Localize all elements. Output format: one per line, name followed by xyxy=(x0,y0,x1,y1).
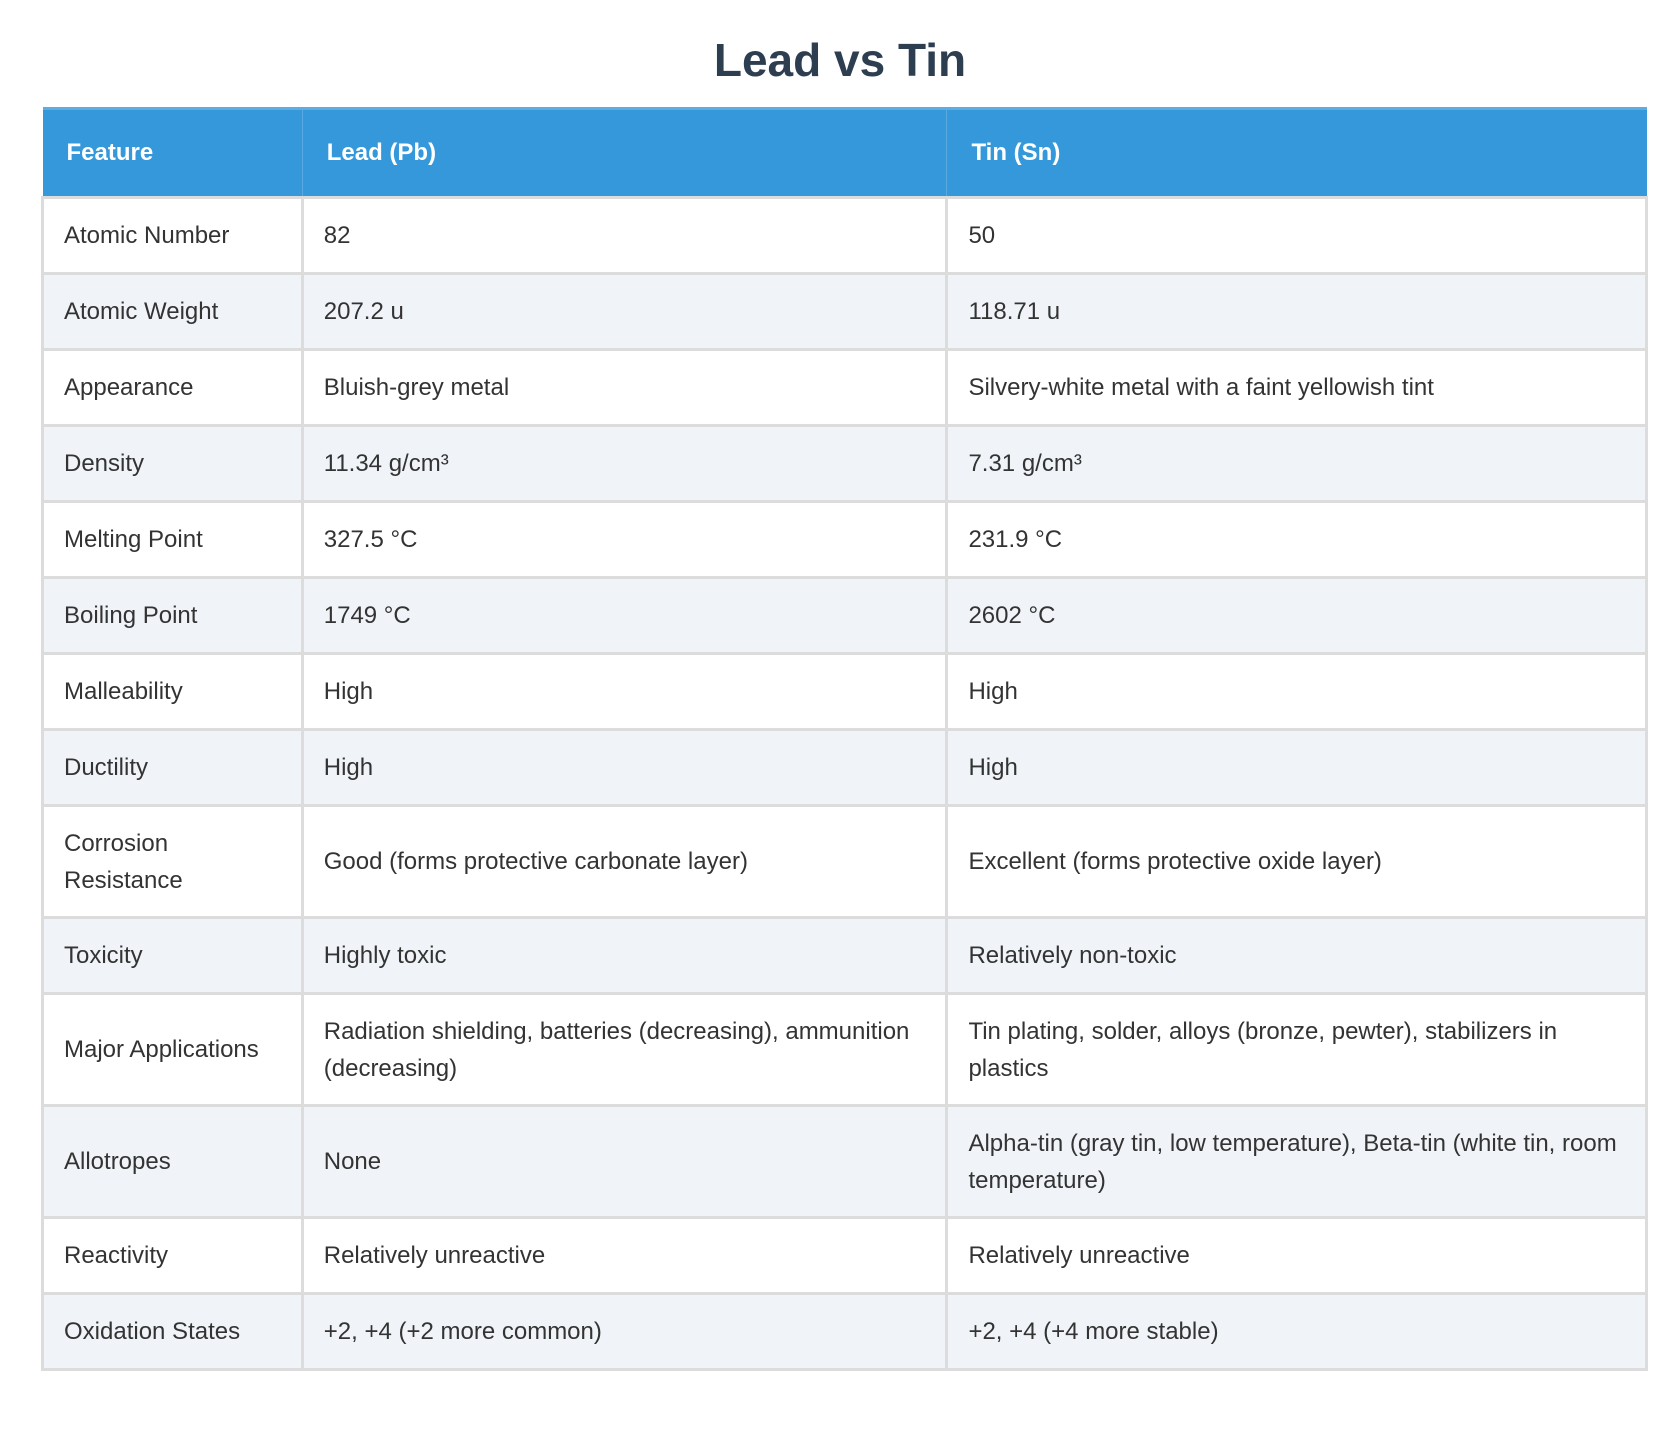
tin-cell: 50 xyxy=(947,198,1647,274)
table-row xyxy=(43,1106,1647,1218)
table-row xyxy=(43,1218,1647,1294)
header-lead: Lead (Pb) xyxy=(302,109,947,198)
lead-cell: None xyxy=(302,1106,947,1218)
table-row xyxy=(43,918,1647,994)
header-tin: Tin (Sn) xyxy=(947,109,1647,198)
lead-cell: 207.2 u xyxy=(302,274,947,350)
table-row xyxy=(43,502,1647,578)
feature-cell: Density xyxy=(43,426,303,502)
tin-cell: High xyxy=(947,730,1647,806)
feature-cell: Major Applications xyxy=(43,994,303,1106)
feature-cell: Atomic Number xyxy=(43,198,303,274)
lead-cell: High xyxy=(302,730,947,806)
tin-cell: 2602 °C xyxy=(947,578,1647,654)
lead-cell: Highly toxic xyxy=(302,918,947,994)
feature-cell: Oxidation States xyxy=(43,1294,303,1370)
table-row xyxy=(43,654,1647,730)
tin-cell: Tin plating, solder, alloys (bronze, pewter), stabilizers in plastics xyxy=(947,994,1647,1106)
lead-cell: 82 xyxy=(302,198,947,274)
feature-cell: Appearance xyxy=(43,350,303,426)
feature-cell: Atomic Weight xyxy=(43,274,303,350)
feature-cell: Ductility xyxy=(43,730,303,806)
tin-cell: 7.31 g/cm³ xyxy=(947,426,1647,502)
table-row xyxy=(43,578,1647,654)
feature-cell: Reactivity xyxy=(43,1218,303,1294)
tin-cell: +2, +4 (+4 more stable) xyxy=(947,1294,1647,1370)
feature-cell: Corrosion Resistance xyxy=(43,806,303,918)
table-row xyxy=(43,350,1647,426)
table-row xyxy=(43,426,1647,502)
lead-cell: 327.5 °C xyxy=(302,502,947,578)
table-row xyxy=(43,994,1647,1106)
header-row xyxy=(43,109,1647,198)
lead-cell: Bluish-grey metal xyxy=(302,350,947,426)
tin-cell: Alpha-tin (gray tin, low temperature), Beta-tin (white tin, room temperature) xyxy=(947,1106,1647,1218)
comparison-table xyxy=(41,107,1648,1371)
feature-cell: Allotropes xyxy=(43,1106,303,1218)
tin-cell: 118.71 u xyxy=(947,274,1647,350)
feature-cell: Toxicity xyxy=(43,918,303,994)
table-row xyxy=(43,730,1647,806)
table-row xyxy=(43,198,1647,274)
tin-cell: Excellent (forms protective oxide layer) xyxy=(947,806,1647,918)
lead-cell: +2, +4 (+2 more common) xyxy=(302,1294,947,1370)
tin-cell: 231.9 °C xyxy=(947,502,1647,578)
header-feature: Feature xyxy=(43,109,303,198)
tin-cell: High xyxy=(947,654,1647,730)
lead-cell: 11.34 g/cm³ xyxy=(302,426,947,502)
tin-cell: Silvery-white metal with a faint yellowish tint xyxy=(947,350,1647,426)
feature-cell: Melting Point xyxy=(43,502,303,578)
table-row xyxy=(43,274,1647,350)
tin-cell: Relatively non-toxic xyxy=(947,918,1647,994)
feature-cell: Boiling Point xyxy=(43,578,303,654)
lead-cell: Radiation shielding, batteries (decreasing), ammunition (decreasing) xyxy=(302,994,947,1106)
lead-cell: High xyxy=(302,654,947,730)
page-title: Lead vs Tin xyxy=(713,34,967,86)
lead-cell: 1749 °C xyxy=(302,578,947,654)
lead-cell: Good (forms protective carbonate layer) xyxy=(302,806,947,918)
lead-cell: Relatively unreactive xyxy=(302,1218,947,1294)
table-row xyxy=(43,1294,1647,1370)
tin-cell: Relatively unreactive xyxy=(947,1218,1647,1294)
feature-cell: Malleability xyxy=(43,654,303,730)
table-row xyxy=(43,806,1647,918)
